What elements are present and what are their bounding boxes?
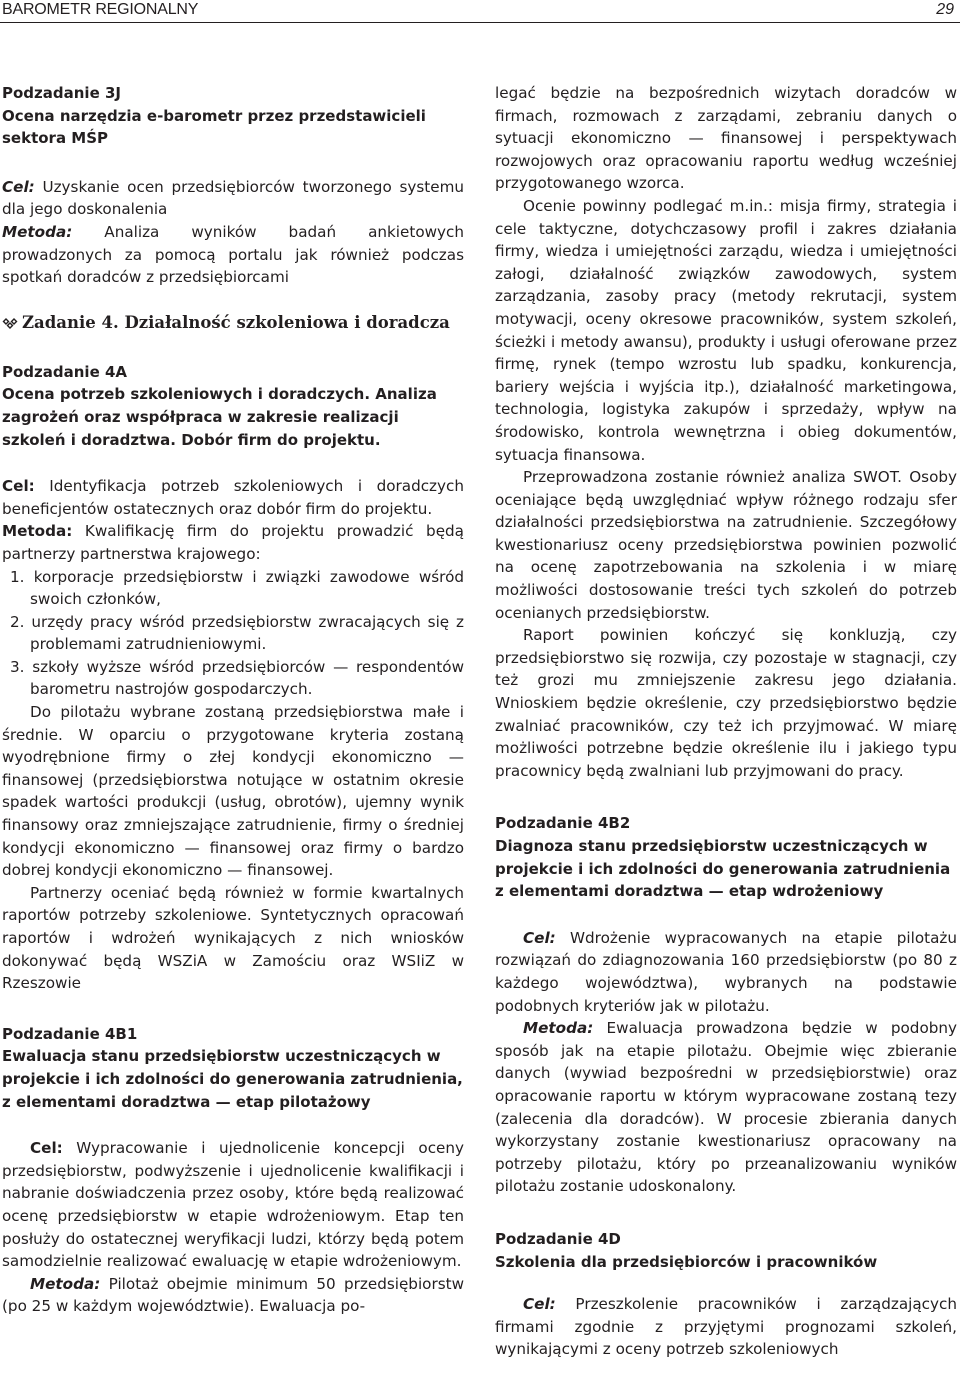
- method-label: Metoda:: [30, 1274, 101, 1293]
- method-text: Ewaluacja prowadzona będzie w podobny sposób jak na etapie pilotażu. Obejmie więc zbieranie danych (wywiad bezpośredni w przedsiębiorstwie) oraz opracowanie raportu w którym wypracowane zostaną tezy (zalecenia dla doradców). W procesie zbierania danych wykorzystany zostanie kwestionariusz opracowany na potrzeby pilotażu, który po przeanalizowaniu wyników pilotażu zostanie udoskonalony.: [495, 1019, 957, 1196]
- method-label: Metoda:: [2, 522, 73, 541]
- subtask-4b2-heading: Diagnoza stanu przedsiębiorstw uczestniczących w projekcie i ich zdolności do generowania zatrudnienia z elementami doradztwa — etap wdrożeniowy: [495, 837, 951, 901]
- task-4-title: Zadanie 4. Działalność szkoleniowa i doradcza: [22, 312, 450, 332]
- subtask-4b1-method: [2, 1273, 464, 1318]
- subtask-4b1-goal: [2, 1137, 464, 1273]
- method-text: Kwalifikację firm do projektu prowadzić będą partnerzy partnerstwa krajowego:: [2, 522, 464, 563]
- goal-label: Cel:: [2, 177, 35, 196]
- goal-label: Cel:: [523, 1295, 556, 1314]
- goal-text: Wypracowanie i ujednolicenie koncepcji oceny przedsiębiorstw, podwyższenie i ujednolicenie kwalifikacji i nabranie doświadczenia przez osoby, które będą realizować ocenę przedsiębiorstw w etapie wdrożeniowym. Etap ten posłuży do ostatecznej weryfikacji ludzi, którzy będą potem samodzielnie realizować ewaluację w etapie wdrożeniowym.: [2, 1139, 464, 1271]
- paragraph-report: Raport powinien kończyć się konkluzją, czy przedsiębiorstwo się rozwija, czy pozostaje w stagnacji, czy też grozi mu zmniejszenie zakresu jego działania. Wnioskiem będzie określenie, czy przedsiębiorstwo będzie zwalniać pracowników, czy też ich przyjmować. W miarę możliwości potrzebne będzie określenie ilu i jakiego typu pracownicy będą zwalniani lub przyjmowani do pracy.: [495, 626, 957, 780]
- method-label: Metoda:: [2, 222, 73, 241]
- subtask-4a-title: Podzadanie 4A: [2, 362, 128, 381]
- goal-text: Przeszkolenie pracowników i zarządzających firmami zgodnie z przyjętymi prognozami szkoleń, wynikającymi z oceny potrzeb szkoleniowych: [495, 1295, 957, 1359]
- header-rule: [0, 22, 960, 23]
- paragraph-partners: Partnerzy oceniać będą również w formie kwartalnych raportów potrzeby szkoleniowe. Syntetycznych opracowań raportów i wdrożeń wynikających z nich wniosków dokonywać będą WSZiA w Zamościu oraz WSIiZ w Rzeszowie: [2, 883, 464, 993]
- subtask-3j-method: [2, 221, 464, 289]
- subtask-4a-heading: Ocena potrzeb szkoleniowych i doradczych. Analiza zagrożeń oraz współpraca w zakresie realizacji szkoleń i doradztwa. Dobór firm do projektu.: [2, 385, 437, 449]
- subtask-3j-heading-line1: Ocena narzędzia e-barometr przez przedstawicieli: [2, 106, 426, 125]
- subtask-4d-heading: Szkolenia dla przedsiębiorców i pracowników: [495, 1252, 878, 1271]
- paragraph-assessment-scope: Ocenie powinny podlegać m.in.: misja firmy, strategia i cele taktyczne, dotychczasowy profil i zakres działania firmy, wiedza i umiejętności zarządu, wiedza i umiejętności załogi, działalność związków zawodowych, system zarządzania, zasoby pracy (metody rekrutacji, system motywacji, oceny okresowe pracowników, system szkoleń, ścieżki i metody awansu), produkty i usługi oferowane przez firmę, rynek (tempo wzrostu lub spadku, konkurencja, bariery wejścia i wyjścia itp.), działalność marketingowa, technologia, logistyka zakupów i sprzedaży, wpływ na środowisko, kontrola wewnętrzna i obieg dokumentów, sytuacja finansowa.: [495, 196, 957, 464]
- goal-text: Identyfikacja potrzeb szkoleniowych i doradczych beneficjentów ostatecznych oraz dobór firm do projektu.: [2, 477, 464, 518]
- subtask-4b1-title: Podzadanie 4B1: [2, 1024, 138, 1043]
- subtask-3j-title: Podzadanie 3J: [2, 84, 121, 102]
- page-header: [0, 0, 960, 22]
- paragraph-pilot-selection: Do pilotażu wybrane zostaną przedsiębiorstwa małe i średnie. W oparciu o przygotowane kryteria zostaną wyodrębnione firmy o złej kondycji ekonomiczno — finansowej (przedsiębiorstwa notujące w ostatnim okresie spadek wartości produkcji (usług, obrotów), ujemny wynik finansowy oraz zmniejszające zatrudnienie, firmy o średniej kondycji ekonomiczno — finansowej oraz firmy o bardzo dobrej kondycji ekonomiczno — finansowej.: [2, 703, 464, 880]
- paragraph-evaluation-continued: legać będzie na bezpośrednich wizytach doradców w firmach, rozmowach z zarządami, zebraniu danych o sytuacji ekonomiczno — finansowej i perspektywach rozwojowych oraz opracowaniu raportu według wcześniej przygotowanego wzorca.: [495, 84, 957, 193]
- method-text: Analiza wyników badań ankietowych prowadzonych za pomocą portalu jak również podczas spotkań doradców z przedsiębiorcami: [2, 222, 464, 287]
- subtask-4d-title: Podzadanie 4D: [495, 1229, 621, 1248]
- subtask-4b2-method: [495, 1017, 957, 1198]
- goal-label: Cel:: [523, 928, 556, 947]
- method-text: Pilotaż obejmie minimum 50 przedsiębiorstw (po 25 w każdym województwie). Ewaluacja po-: [2, 1274, 464, 1316]
- running-title: BAROMETR REGIONALNY: [2, 1, 199, 18]
- diamond-bullet-icon: [2, 315, 18, 331]
- task-4-heading: [2, 311, 464, 335]
- subtask-4b1-heading: Ewaluacja stanu przedsiębiorstw uczestniczących w projekcie i ich zdolności do generowania zatrudnienia, z elementami doradztwa — etap pilotażowy: [2, 1047, 463, 1111]
- method-label: Metoda:: [523, 1019, 594, 1038]
- goal-text: Wdrożenie wypracowanych na etapie pilotażu rozwiązań do zdiagnozowania 160 przedsiębiorstw (po 80 z każdego województwa), wybranych na podstawie podobnych kryteriów jak w pilotażu.: [495, 928, 957, 1015]
- page-number: 29: [936, 1, 954, 18]
- list-item: 3. szkoły wyższe wśród przedsiębiorców — respondentów barometru nastrojów gospodarczych.: [10, 657, 464, 699]
- list-item: 1. korporacje przedsiębiorstw i związki zawodowe wśród swoich członków,: [10, 567, 464, 609]
- goal-label: Cel:: [30, 1139, 63, 1158]
- right-column: [495, 82, 957, 1361]
- left-column: [2, 82, 464, 1318]
- goal-label: Cel:: [2, 477, 35, 496]
- list-item: 2. urzędy pracy wśród przedsiębiorstw zwracających się z problemami zatrudnieniowymi.: [10, 612, 464, 654]
- goal-text: Uzyskanie ocen przedsiębiorców tworzonego systemu dla jego doskonalenia: [2, 177, 464, 219]
- subtask-4a-goal: [2, 475, 464, 520]
- subtask-4b2-title: Podzadanie 4B2: [495, 814, 631, 833]
- subtask-4d-goal: [495, 1293, 957, 1361]
- subtask-4a-method: [2, 520, 464, 565]
- subtask-3j-goal: [2, 176, 464, 221]
- subtask-4b2-goal: [495, 927, 957, 1017]
- subtask-3j-heading-line2: sektora MŚP: [2, 129, 109, 148]
- paragraph-swot: Przeprowadzona zostanie również analiza SWOT. Osoby oceniające będą uwzględniać wpływ różnego rodzaju sfer działalności przedsiębiorstwa na zatrudnienie. Szczegółowy kwestionariusz oceny przedsiębiorstwa powinien pozwolić na ocenę zapotrzebowania na szkolenia i w miarę możliwości dostosowanie treści tych szkoleń do potrzeb ocenianych przedsiębiorstw.: [495, 468, 957, 622]
